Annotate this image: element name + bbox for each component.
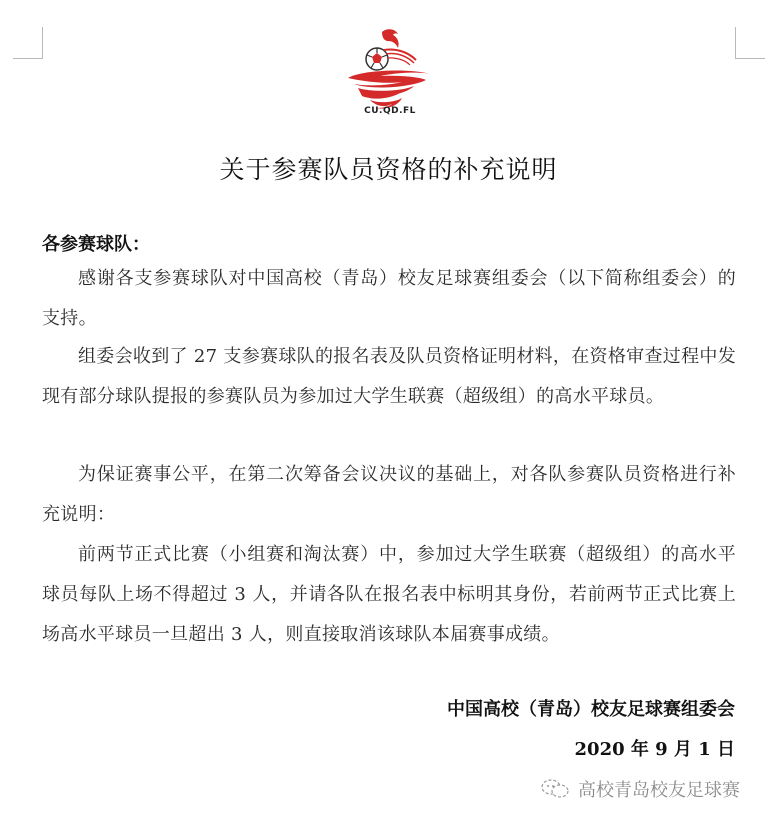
document-title: 关于参赛队员资格的补充说明: [219, 155, 558, 184]
crop-mark-top-right-vertical: [735, 27, 736, 59]
wechat-icon: [540, 778, 570, 800]
signature-date: 2020 年 9 月 1 日: [574, 739, 735, 760]
crop-mark-top-left-horizontal: [13, 58, 43, 59]
paragraph-thanks: 感谢各支参赛球队对中国高校（青岛）校友足球赛组委会（以下简称组委会）的支持。: [42, 268, 736, 329]
crop-mark-top-left-vertical: [42, 27, 43, 59]
watermark: [540, 776, 740, 802]
signature-organization: 中国高校（青岛）校友足球赛组委会: [447, 699, 735, 720]
watermark-text: 高校青岛校友足球赛: [578, 780, 740, 801]
crop-mark-top-right-horizontal: [735, 58, 765, 59]
paragraph-review: 组委会收到了 27 支参赛球队的报名表及队员资格证明材料，在资格审查过程中发现有部分球队提报的参赛队员为参加过大学生联赛（超级组）的高水平球员。: [42, 346, 736, 407]
logo-text: CU.QD.FL: [364, 106, 416, 116]
paragraph-rule: 前两节正式比赛（小组赛和淘汰赛）中，参加过大学生联赛（超级组）的高水平球员每队上场不得超过 3 人，并请各队在报名表中标明其身份，若前两节正式比赛上场高水平球员一旦超出 3 人，则直接取消该球队本届赛事成绩。: [42, 544, 736, 645]
salutation: 各参赛球队：: [42, 234, 150, 255]
paragraph-fairness: 为保证赛事公平，在第二次筹备会议决议的基础上，对各队参赛队员资格进行补充说明：: [42, 464, 736, 525]
